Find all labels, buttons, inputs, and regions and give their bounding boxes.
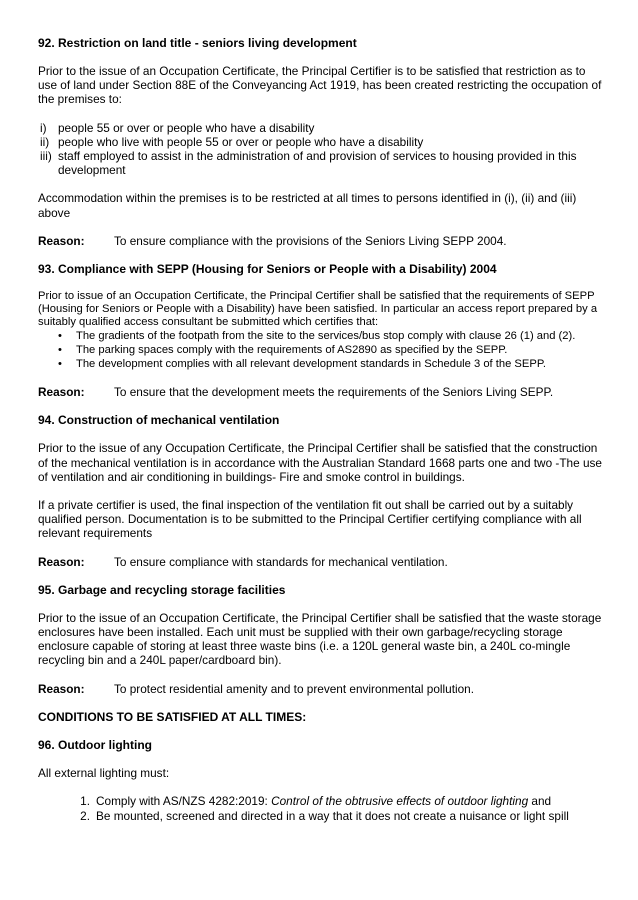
section-92-para2: Accommodation within the premises is to be restricted at all times to persons identified in (i), (ii) and (iii) above [38, 191, 577, 220]
section-96-para1: All external lighting must: [38, 766, 170, 781]
section-95-reason [38, 682, 604, 696]
list-text: staff employed to assist in the administration of and provision of services to housing provided in this development [58, 149, 577, 178]
section-95-heading: 95. Garbage and recycling storage facilities [38, 582, 286, 597]
section-94-reason [38, 555, 604, 569]
reason-label: Reason: [38, 233, 85, 248]
list-text-pre: Comply with AS/NZS 4282:2019: [96, 794, 272, 809]
list-text: people 55 or over or people who have a disability [58, 120, 315, 135]
section-93-reason [38, 385, 604, 399]
bullet-marker: • [58, 343, 62, 356]
reason-text: To ensure compliance with the provisions of the Seniors Living SEPP 2004. [114, 233, 507, 248]
list-item [38, 794, 604, 808]
list-text-post: and [528, 794, 552, 809]
standard-title: Control of the obtrusive effects of outdoor lighting [271, 794, 529, 809]
list-text: The development complies with all relevant development standards in Schedule 3 of the SEPP. [76, 358, 546, 371]
section-92-reason [38, 234, 604, 248]
list-item [38, 330, 604, 343]
list-item [38, 809, 604, 823]
reason-label: Reason: [38, 554, 85, 569]
bullet-marker: • [58, 329, 62, 342]
list-item [38, 149, 604, 177]
reason-label: Reason: [38, 681, 85, 696]
document-page [38, 36, 604, 837]
section-94-heading: 94. Construction of mechanical ventilation [38, 413, 280, 428]
list-marker: 2. [80, 808, 90, 823]
list-marker: iii) [40, 149, 52, 164]
section-96-list [38, 794, 604, 822]
section-94-para1: Prior to the issue of any Occupation Certificate, the Principal Certifier shall be satisfied that the construction of the mechanical ventilation is in accordance with the Australian Standard 1668 parts one and two -The use of ventilation and air conditioning in buildings- Fire and smoke control in buildings. [38, 441, 602, 484]
section-96-heading: 96. Outdoor lighting [38, 738, 152, 753]
reason-text: To ensure that the development meets the requirements of the Seniors Living SEPP. [114, 385, 554, 400]
reason-text: To protect residential amenity and to prevent environmental pollution. [114, 681, 475, 696]
list-marker: 1. [80, 794, 90, 809]
section-92-heading: 92. Restriction on land title - seniors living development [38, 36, 357, 50]
list-item [38, 121, 604, 135]
section-93-heading: 93. Compliance with SEPP (Housing for Seniors or People with a Disability) 2004 [38, 262, 497, 277]
list-text [96, 794, 551, 808]
list-item [38, 358, 604, 371]
list-text: The gradients of the footpath from the site to the services/bus stop comply with clause 26 (1) and (2). [76, 329, 576, 342]
list-marker: i) [40, 120, 47, 135]
list-text: The parking spaces comply with the requirements of AS2890 as specified by the SEPP. [76, 343, 508, 356]
section-93-para1: Prior to issue of an Occupation Certificate, the Principal Certifier shall be satisfied that the requirements of SEPP (Housing for Seniors or People with a Disability) have been satisfied. In particular an access report prepared by a suitably qualified access consultant be submitted which certifies that: [38, 290, 598, 329]
bullet-marker: • [58, 358, 62, 371]
list-marker: ii) [40, 134, 50, 149]
list-text: people who live with people 55 or over or people who have a disability [58, 134, 424, 149]
reason-text: To ensure compliance with standards for mechanical ventilation. [114, 554, 448, 569]
list-text: Be mounted, screened and directed in a way that it does not create a nuisance or light spill [96, 808, 569, 823]
section-92-list [38, 121, 604, 178]
section-92-para1: Prior to the issue of an Occupation Certificate, the Principal Certifier is to be satisfied that restriction as to use of land under Section 88E of the Conveyancing Act 1919, has been created restricting the occupation of the premises to: [38, 64, 602, 107]
section-95-para1: Prior to the issue of an Occupation Certificate, the Principal Certifier shall be satisfied that the waste storage enclosures have been installed. Each unit must be supplied with their own garbage/recycling storage enclosure capable of storing at least three waste bins (i.e. a 120L general waste bin, a 240L co-mingle recycling bin and a 240L paper/cardboard bin). [38, 610, 602, 668]
section-94-para2: If a private certifier is used, the final inspection of the ventilation fit out shall be carried out by a suitably qualified person. Documentation is to be submitted to the Principal Certifier certifying compliance with all relevant requirements [38, 498, 582, 541]
section-93-list [38, 330, 604, 372]
list-item [38, 344, 604, 357]
reason-label: Reason: [38, 385, 85, 400]
conditions-heading: CONDITIONS TO BE SATISFIED AT ALL TIMES: [38, 709, 307, 724]
list-item [38, 135, 604, 149]
